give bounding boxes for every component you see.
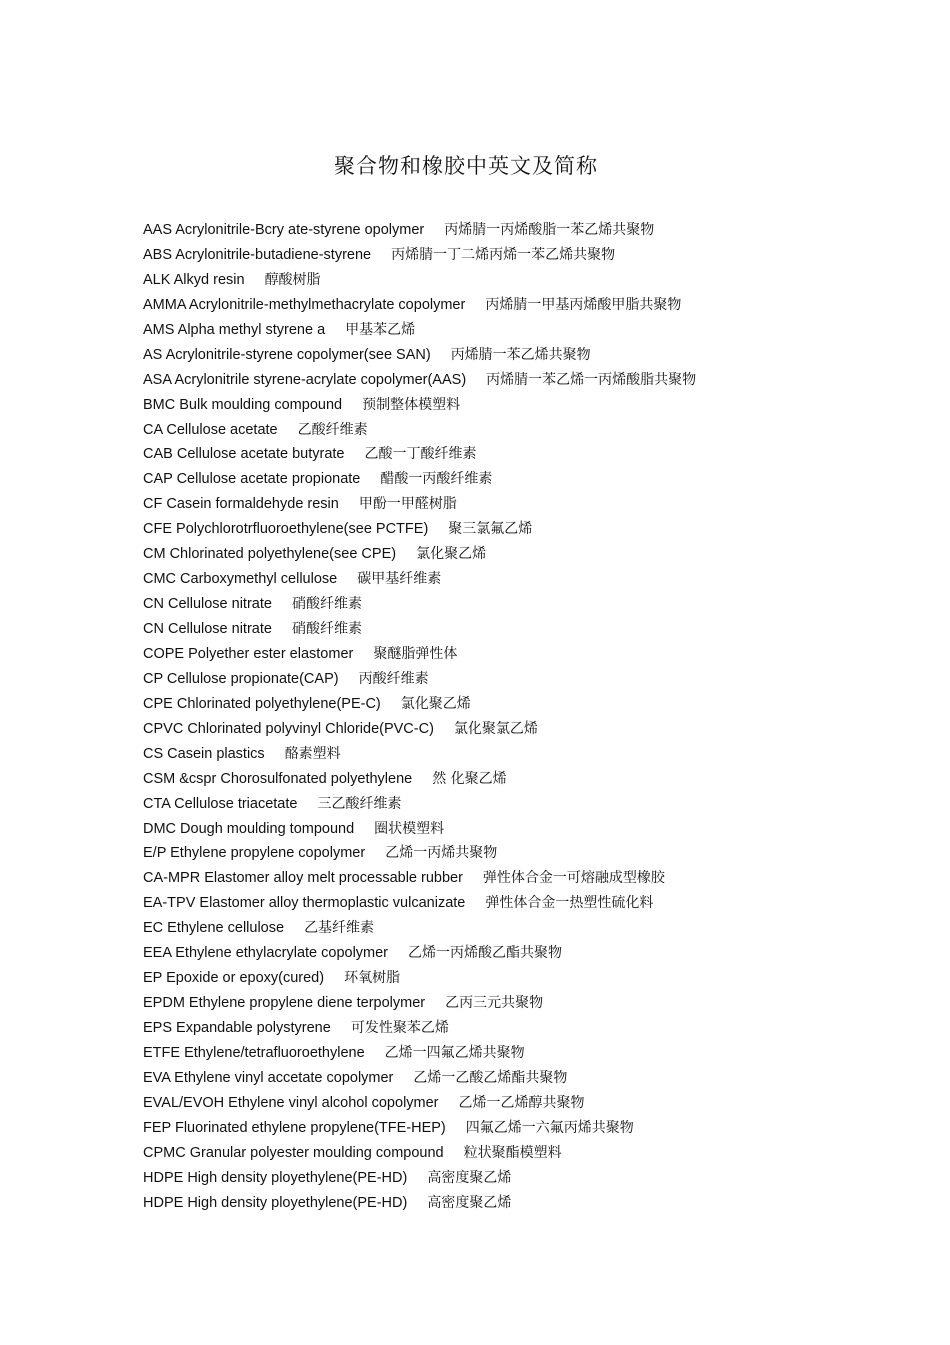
- glossary-entry: [143, 542, 923, 567]
- entry-english-term: CN Cellulose nitrate: [143, 621, 272, 637]
- glossary-entry: [143, 318, 923, 343]
- glossary-entry: [143, 642, 923, 667]
- glossary-entry: [143, 841, 923, 866]
- entry-chinese-term: 聚醚脂弹性体: [373, 645, 458, 662]
- glossary-entry: [143, 517, 923, 542]
- glossary-entry: [143, 1166, 923, 1191]
- glossary-entry: [143, 368, 923, 393]
- glossary-entry: [143, 592, 923, 617]
- entry-english-term: ASA Acrylonitrile styrene-acrylate copolymer(AAS): [143, 371, 467, 388]
- glossary-entry: [143, 617, 923, 642]
- entry-english-term: CFE Polychlorotrfluoroethylene(see PCTFE): [143, 521, 429, 538]
- entry-english-term: COPE Polyether ester elastomer: [143, 645, 354, 662]
- glossary-entry: [143, 418, 923, 443]
- entry-chinese-term: 聚三氯氟乙烯: [448, 521, 533, 538]
- glossary-entry: [143, 268, 923, 293]
- entry-english-term: CPE Chlorinated polyethylene(PE-C): [143, 695, 381, 712]
- entry-chinese-term: 醋酸一丙酸纤维素: [380, 471, 493, 488]
- glossary-entry: [143, 467, 923, 492]
- glossary-entry: [143, 941, 923, 966]
- entry-chinese-term: 可发性聚苯乙烯: [350, 1020, 449, 1036]
- entry-chinese-term: 丙烯腈一丙烯酸脂一苯乙烯共聚物: [444, 222, 655, 238]
- entry-english-term: EEA Ethylene ethylacrylate copolymer: [143, 945, 389, 962]
- glossary-list: [143, 218, 923, 1216]
- entry-english-term: AS Acrylonitrile-styrene copolymer(see SAN): [143, 346, 431, 363]
- glossary-entry: [143, 667, 923, 692]
- entry-chinese-term: 丙烯腈一丁二烯丙烯一苯乙烯共聚物: [391, 246, 616, 263]
- glossary-entry: [143, 393, 923, 418]
- entry-english-term: CN Cellulose nitrate: [143, 596, 272, 613]
- entry-english-term: CPMC Granular polyester moulding compound: [143, 1144, 444, 1161]
- entry-chinese-term: 然 化聚乙烯: [432, 770, 507, 787]
- entry-english-term: DMC Dough moulding tompound: [143, 820, 355, 837]
- entry-english-term: EPS Expandable polystyrene: [143, 1020, 331, 1036]
- glossary-entry: [143, 492, 923, 517]
- glossary-entry: [143, 792, 923, 817]
- entry-english-term: CA Cellulose acetate: [143, 421, 278, 438]
- entry-english-term: CPVC Chlorinated polyvinyl Chloride(PVC-C): [143, 720, 434, 737]
- glossary-entry: [143, 1191, 923, 1216]
- entry-chinese-term: 四氟乙烯一六氟丙烯共聚物: [465, 1119, 634, 1136]
- entry-english-term: EC Ethylene cellulose: [143, 920, 285, 937]
- glossary-entry: [143, 742, 923, 767]
- entry-english-term: HDPE High density ployethylene(PE-HD): [143, 1194, 408, 1211]
- glossary-entry: [143, 916, 923, 941]
- entry-chinese-term: 甲基苯乙烯: [345, 321, 416, 338]
- entry-chinese-term: 乙酸一丁酸纤维素: [364, 446, 477, 463]
- glossary-entry: [143, 817, 923, 842]
- glossary-entry: [143, 966, 923, 991]
- entry-english-term: E/P Ethylene propylene copolymer: [143, 845, 366, 862]
- entry-chinese-term: 硝酸纤维素: [291, 596, 362, 613]
- glossary-entry: [143, 891, 923, 916]
- glossary-entry: [143, 717, 923, 742]
- entry-chinese-term: 乙丙三元共聚物: [445, 995, 544, 1012]
- entry-chinese-term: 醇酸树脂: [264, 271, 321, 288]
- glossary-entry: [143, 1016, 923, 1041]
- glossary-entry: [143, 1066, 923, 1091]
- entry-chinese-term: 圈状模塑料: [374, 820, 445, 837]
- glossary-entry: [143, 1041, 923, 1066]
- entry-chinese-term: 丙烯腈一苯乙烯共聚物: [450, 346, 591, 363]
- entry-chinese-term: 乙酸纤维素: [297, 421, 368, 438]
- entry-chinese-term: 乙烯一丙烯共聚物: [385, 845, 498, 862]
- entry-chinese-term: 碳甲基纤维素: [357, 571, 442, 588]
- glossary-entry: [143, 1141, 923, 1166]
- entry-english-term: CAP Cellulose acetate propionate: [143, 471, 361, 488]
- glossary-entry: [143, 692, 923, 717]
- entry-english-term: CP Cellulose propionate(CAP): [143, 670, 339, 687]
- entry-english-term: CS Casein plastics: [143, 745, 265, 762]
- glossary-entry: [143, 1091, 923, 1116]
- entry-chinese-term: 乙烯一乙酸乙烯酯共聚物: [413, 1069, 568, 1086]
- entry-english-term: AMMA Acrylonitrile-methylmethacrylate copolymer: [143, 296, 466, 313]
- entry-english-term: ABS Acrylonitrile-butadiene-styrene: [143, 246, 372, 263]
- entry-chinese-term: 乙烯一丙烯酸乙酯共聚物: [408, 945, 563, 962]
- entry-chinese-term: 丙烯腈一甲基丙烯酸甲脂共聚物: [485, 296, 682, 313]
- glossary-entry: [143, 243, 923, 268]
- entry-english-term: EVA Ethylene vinyl accetate copolymer: [143, 1069, 394, 1086]
- glossary-entry: [143, 343, 923, 368]
- entry-english-term: EPDM Ethylene propylene diene terpolymer: [143, 995, 426, 1012]
- entry-english-term: CA-MPR Elastomer alloy melt processable rubber: [143, 870, 463, 887]
- entry-chinese-term: 氯化聚乙烯: [416, 546, 487, 563]
- entry-chinese-term: 高密度聚乙烯: [427, 1169, 512, 1186]
- entry-chinese-term: 氯化聚氯乙烯: [453, 720, 538, 737]
- glossary-entry: [143, 767, 923, 792]
- glossary-entry: [143, 567, 923, 592]
- entry-chinese-term: 乙基纤维素: [304, 920, 375, 937]
- glossary-entry: [143, 442, 923, 467]
- entry-english-term: HDPE High density ployethylene(PE-HD): [143, 1169, 408, 1186]
- entry-english-term: ALK Alkyd resin: [143, 271, 245, 288]
- entry-english-term: AMS Alpha methyl styrene a: [143, 321, 326, 338]
- entry-english-term: CMC Carboxymethyl cellulose: [143, 571, 338, 588]
- glossary-entry: [143, 218, 923, 243]
- entry-english-term: CAB Cellulose acetate butyrate: [143, 446, 345, 463]
- entry-english-term: BMC Bulk moulding compound: [143, 396, 343, 413]
- glossary-entry: [143, 293, 923, 318]
- entry-english-term: EVAL/EVOH Ethylene vinyl alcohol copolymer: [143, 1094, 439, 1111]
- glossary-entry: [143, 1116, 923, 1141]
- entry-chinese-term: 氯化聚乙烯: [400, 695, 471, 712]
- entry-chinese-term: 预制整体模塑料: [362, 396, 461, 413]
- entry-chinese-term: 丙烯腈一苯乙烯一丙烯酸脂共聚物: [486, 371, 697, 388]
- entry-english-term: CTA Cellulose triacetate: [143, 795, 298, 812]
- entry-chinese-term: 三乙酸纤维素: [317, 795, 402, 812]
- entry-chinese-term: 甲酚一甲醛树脂: [358, 496, 457, 513]
- entry-chinese-term: 硝酸纤维素: [291, 621, 362, 637]
- entry-chinese-term: 丙酸纤维素: [358, 670, 429, 687]
- entry-chinese-term: 弹性体合金一热塑性硫化料: [485, 895, 654, 912]
- entry-english-term: CF Casein formaldehyde resin: [143, 496, 339, 513]
- entry-chinese-term: 乙烯一四氟乙烯共聚物: [384, 1044, 525, 1061]
- entry-english-term: CSM &cspr Chorosulfonated polyethylene: [143, 770, 413, 787]
- entry-chinese-term: 粒状聚酯模塑料: [463, 1144, 562, 1161]
- entry-english-term: EA-TPV Elastomer alloy thermoplastic vulcanizate: [143, 895, 466, 912]
- entry-english-term: CM Chlorinated polyethylene(see CPE): [143, 546, 397, 563]
- entry-english-term: ETFE Ethylene/tetrafluoroethylene: [143, 1044, 365, 1061]
- entry-chinese-term: 弹性体合金一可熔融成型橡胶: [482, 870, 665, 887]
- entry-chinese-term: 高密度聚乙烯: [427, 1194, 512, 1211]
- entry-english-term: AAS Acrylonitrile-Bcry ate-styrene opolymer: [143, 222, 425, 238]
- glossary-entry: [143, 866, 923, 891]
- entry-chinese-term: 乙烯一乙烯醇共聚物: [458, 1094, 585, 1111]
- entry-chinese-term: 环氧树脂: [344, 970, 401, 987]
- entry-chinese-term: 酪素塑料: [284, 745, 341, 762]
- glossary-entry: [143, 991, 923, 1016]
- entry-english-term: EP Epoxide or epoxy(cured): [143, 970, 325, 987]
- page-title: 聚合物和橡胶中英文及简称: [334, 154, 598, 178]
- entry-english-term: FEP Fluorinated ethylene propylene(TFE-HEP): [143, 1119, 446, 1136]
